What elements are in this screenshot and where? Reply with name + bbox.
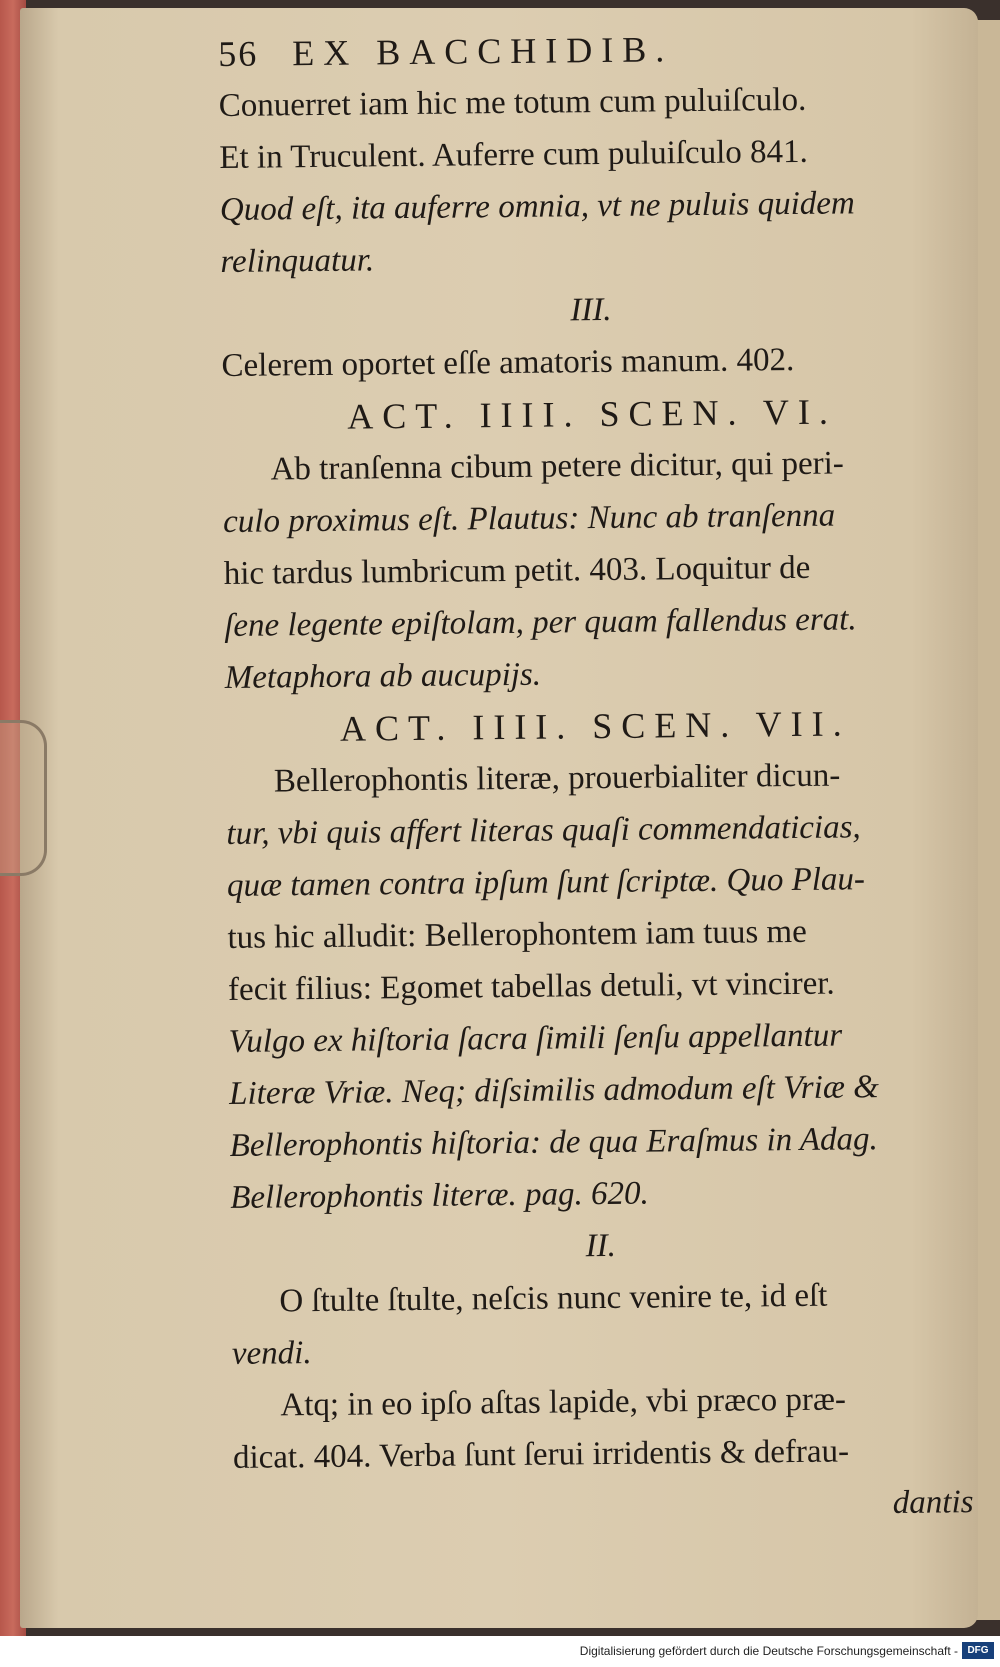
text-line: tus hic alludit: Bellerophontem iam tuus me (227, 913, 807, 956)
text-line: Metaphora ab aucupijs. (224, 656, 542, 696)
running-head-title: EX BACCHIDIB. (292, 29, 674, 74)
text-line: ſene legente epiſtolam, per quam fallendus erat. (224, 601, 857, 644)
text-line: dicat. 404. Verba ſunt ſerui irridentis & defrau- (232, 1433, 850, 1476)
page-number: 56 (218, 33, 259, 74)
text-line: Bellerophontis literæ. pag. 620. (230, 1175, 650, 1216)
text-line: Bellerophontis hiſtoria: de qua Eraſmus in Adag. (229, 1121, 878, 1164)
text-line: Atq; in eo ipſo aſtas lapide, vbi præco præ- (280, 1381, 847, 1424)
page-text (218, 20, 974, 1536)
text-line: tur, vbi quis affert literas quaſi commendaticias, (226, 809, 861, 852)
text-line (220, 228, 961, 288)
text-line: hic tardus lumbricum petit. 403. Loquitur de (223, 549, 811, 592)
text-line-italic: Quod eſt, ita auferre omnia, vt ne puluis quidem (219, 185, 855, 228)
running-head (218, 20, 959, 80)
section-number: II. (585, 1227, 617, 1265)
catchword: dantis (892, 1484, 974, 1522)
text-line: fecit filius: Egomet tabellas detuli, vt vincirer. (227, 965, 835, 1008)
text-line: Vulgo ex hiſtoria ſacra ſimili ſenſu appellantur (228, 1017, 843, 1060)
text-line: Literæ Vriæ. Neq; diſsimilis admodum eſt Vriæ & (228, 1069, 879, 1112)
text-line: quæ tamen contra ipſum ſunt ſcriptæ. Quo Plau- (226, 861, 866, 904)
footer-bar (0, 1636, 1000, 1667)
section-number: III. (570, 291, 612, 329)
text-line: vendi. (231, 1335, 312, 1372)
footer-credit: Digitalisierung gefördert durch die Deutsche Forschungsgemeinschaft - (579, 1644, 958, 1658)
text-line: Et in Truculent. Auferre cum puluiſculo 841. (219, 133, 808, 176)
text-line: O ſtulte ſtulte, neſcis nunc venire te, id eſt (279, 1277, 828, 1320)
text-line-italic: relinquatur. (220, 242, 375, 280)
dfg-logo: DFG (962, 1642, 994, 1659)
text-line: culo proximus eſt. Plautus: Nunc ab tranſenna (222, 497, 836, 540)
text-line: Conuerret iam hic me totum cum puluiſculo. (218, 81, 807, 124)
text-line (220, 176, 961, 236)
text-line: Ab tranſenna cibum petere dicitur, qui peri- (270, 445, 845, 488)
text-line: Bellerophontis literæ, prouerbialiter dicun- (273, 757, 841, 800)
act-scene-heading: ACT. IIII. SCEN. VII. (339, 703, 851, 749)
act-scene-heading: ACT. IIII. SCEN. VI. (347, 391, 838, 437)
page-clip-mark (0, 720, 47, 876)
text-line: Celerem oportet eſſe amatoris manum. 402. (221, 341, 795, 384)
